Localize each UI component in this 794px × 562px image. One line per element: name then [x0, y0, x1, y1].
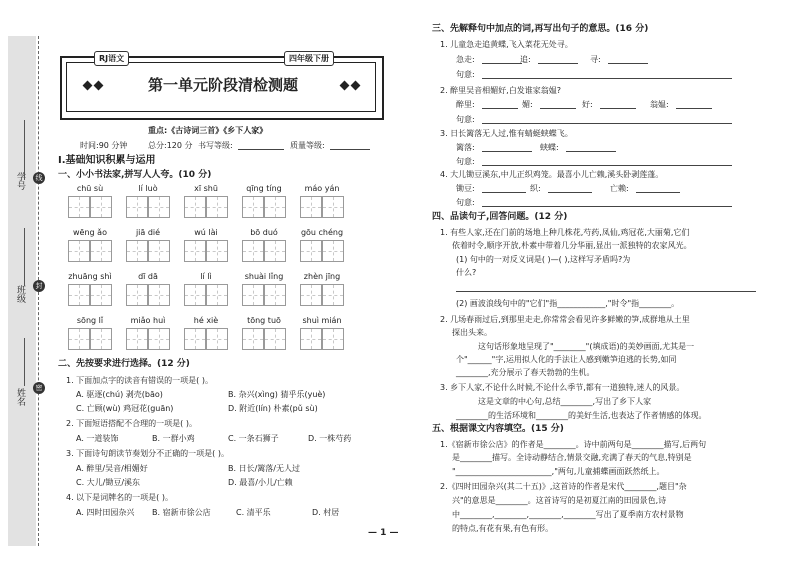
- pinyin-label: jiā dié: [135, 228, 161, 237]
- writing-cell[interactable]: [184, 196, 206, 218]
- fill-line-number: [24, 120, 25, 180]
- writing-cell[interactable]: [184, 328, 206, 350]
- mc-q4-option-a[interactable]: A. 四时田园杂兴: [76, 508, 135, 517]
- writing-cell[interactable]: [90, 240, 112, 262]
- writing-cell[interactable]: [68, 196, 90, 218]
- fill-line-name: [24, 338, 25, 386]
- word-answer-blank[interactable]: [482, 63, 522, 64]
- meaning-label-4: 句意:: [456, 198, 475, 207]
- reading-q1-1: (1) 句中的一对反义词是( )—( ),这样写矛盾吗?为: [456, 255, 631, 264]
- writing-cell[interactable]: [126, 240, 148, 262]
- pinyin-label: lí luò: [138, 184, 158, 193]
- seal-mark-secret: 密: [33, 382, 45, 394]
- mc-q2-option-a[interactable]: A. 一道装饰: [76, 434, 119, 443]
- reading-q1-1-cont: 什么?: [456, 268, 477, 277]
- question-5-heading: 五、根据课文内容填空。(15 分): [432, 424, 564, 434]
- writing-cell[interactable]: [206, 196, 228, 218]
- score-info: 总分:120 分: [148, 141, 193, 150]
- passage-1-line-2: 依着时令,顺序开放,朴素中带着几分华丽,显出一派独特的农家风光。: [452, 241, 692, 250]
- fill-2-line-1: 2.《四时田园杂兴(其二十五)》,这首诗的作者是宋代________,题目"杂: [440, 482, 687, 491]
- word-answer-blank[interactable]: [540, 108, 576, 109]
- grade-tag: 四年级下册: [284, 51, 334, 66]
- pinyin-label: shuài lǐng: [244, 272, 284, 281]
- fill-2-line-4: 的特点,有花有果,有色有形。: [452, 524, 554, 533]
- writing-cell[interactable]: [264, 328, 286, 350]
- mc-q3-option-b[interactable]: B. 日长/篱落/无人过: [228, 464, 300, 473]
- question-4-heading: 四、品读句子,回答问题。(12 分): [432, 212, 568, 222]
- mc-q4-option-d[interactable]: D. 村居: [312, 508, 340, 517]
- answer-blank-1-1[interactable]: [456, 291, 756, 292]
- pinyin-label: xī shū: [194, 184, 218, 193]
- word-answer-blank[interactable]: [482, 192, 526, 193]
- meaning-label-2: 句意:: [456, 115, 475, 124]
- word-answer-blank[interactable]: [482, 108, 518, 109]
- poem-line-4: 4. 大儿锄豆溪东,中儿正织鸡笼。最喜小儿亡赖,溪头卧剥莲蓬。: [440, 170, 664, 179]
- word-answer-blank[interactable]: [538, 63, 578, 64]
- reading-q2-line-2: 个"______"字,运用拟人化的手法让人感到嫩笋迫逃的长势,如同: [456, 355, 677, 364]
- pinyin-label: bō duó: [250, 228, 278, 237]
- mc-q2-option-b[interactable]: B. 一群小鸡: [152, 434, 195, 443]
- quality-grade: 质量等级:: [290, 141, 325, 150]
- word-label: 篱落:: [456, 143, 475, 152]
- writing-grade-blank[interactable]: [238, 149, 284, 150]
- name-label: 姓名: [15, 388, 25, 406]
- pinyin-label: wú lài: [194, 228, 218, 237]
- pinyin-label: dī dā: [138, 272, 158, 281]
- fill-1-line-2: 是________描写。全诗动静结合,情景交融,充满了春天的气息,特别是: [452, 453, 692, 462]
- meaning-blank-4[interactable]: [482, 206, 732, 207]
- writing-cell[interactable]: [300, 240, 322, 262]
- writing-cell[interactable]: [300, 196, 322, 218]
- writing-cell[interactable]: [300, 284, 322, 306]
- edition-tag: RJ语文: [94, 51, 129, 66]
- fill-2-line-3: 中________,________,________,________写出了夏季南方农村景物: [452, 510, 684, 519]
- word-label: 织:: [530, 184, 541, 193]
- pinyin-label: chū sù: [76, 184, 104, 193]
- writing-cell[interactable]: [206, 284, 228, 306]
- word-answer-blank[interactable]: [608, 63, 648, 64]
- writing-cell[interactable]: [264, 284, 286, 306]
- writing-cell[interactable]: [90, 196, 112, 218]
- mc-q3-option-d[interactable]: D. 最喜/小儿/亡赖: [228, 478, 293, 487]
- reading-q2-line-1: 这句话形象地呈现了"________"(填成语)的美妙画面,尤其是一: [478, 342, 695, 351]
- word-label: 蛱蝶:: [540, 143, 559, 152]
- word-answer-blank[interactable]: [482, 151, 532, 152]
- page-number: — 1 —: [368, 528, 399, 538]
- word-label: 急走:: [456, 55, 475, 64]
- word-label: 媚:: [522, 100, 533, 109]
- reading-q3-line-2: ________的生活环境和________的美好生活,也表达了作者情感的体现。: [456, 411, 707, 420]
- fill-1-line-1: 1.《宿新市徐公店》的作者是________。诗中前两句是________描写,后两句: [440, 440, 707, 449]
- writing-cell[interactable]: [206, 240, 228, 262]
- pinyin-label: wēng ǎo: [73, 228, 107, 237]
- word-label: 追:: [520, 55, 531, 64]
- writing-cell[interactable]: [206, 328, 228, 350]
- mc-question-1: 1. 下面加点字的读音有错误的一项是( )。: [66, 376, 213, 385]
- writing-cell[interactable]: [184, 240, 206, 262]
- writing-cell[interactable]: [322, 196, 344, 218]
- meaning-blank-3[interactable]: [482, 165, 732, 166]
- writing-cell[interactable]: [184, 284, 206, 306]
- word-answer-blank[interactable]: [600, 108, 636, 109]
- mc-q1-option-d[interactable]: D. 附近(lín) 朴素(pǔ sù): [228, 404, 318, 413]
- word-label: 好:: [582, 100, 593, 109]
- pinyin-label: lí lì: [200, 272, 212, 281]
- writing-cell[interactable]: [264, 240, 286, 262]
- reading-q2-line-3: ________,充分展示了春天勃勃的生机。: [456, 368, 595, 377]
- writing-cell[interactable]: [300, 328, 322, 350]
- reading-q3-line-1: 这是文章的中心句,总结________,写出了乡下人家: [478, 397, 652, 406]
- mc-question-4: 4. 以下是词牌名的一项是( )。: [66, 493, 173, 502]
- class-label: 班级: [15, 285, 25, 303]
- pinyin-label: zhuāng shì: [68, 272, 112, 281]
- writing-cell[interactable]: [242, 196, 264, 218]
- fill-2-line-2: 兴"的意思是________。这首诗写的是初夏江南的田园景色,诗: [452, 496, 667, 505]
- passage-2-line-1: 2. 几场春雨过后,到那里走走,你常常会看见许多鲜嫩的笋,成群地从土里: [440, 315, 690, 324]
- mc-question-3: 3. 下面诗句朗读节奏划分不正确的一项是( )。: [66, 449, 229, 458]
- writing-cell[interactable]: [148, 240, 170, 262]
- part-one-heading: Ⅰ.基础知识积累与运用: [58, 155, 156, 166]
- writing-cell[interactable]: [68, 240, 90, 262]
- seal-mark-seal: 封: [33, 280, 45, 292]
- word-label: 亡赖:: [610, 184, 629, 193]
- pinyin-label: gōu chéng: [300, 228, 344, 237]
- word-label: 锄豆:: [456, 184, 475, 193]
- pinyin-label: qīng tíng: [246, 184, 282, 193]
- writing-cell[interactable]: [242, 240, 264, 262]
- word-answer-blank[interactable]: [676, 108, 712, 109]
- pinyin-label: máo yán: [304, 184, 340, 193]
- writing-cell[interactable]: [126, 284, 148, 306]
- word-label: 寻:: [590, 55, 601, 64]
- word-label: 醉里:: [456, 100, 475, 109]
- mc-q1-option-a[interactable]: A. 驱逐(chú) 剥壳(bāo): [76, 390, 163, 399]
- writing-cell[interactable]: [148, 328, 170, 350]
- writing-cell[interactable]: [126, 196, 148, 218]
- pinyin-label: hé xiè: [193, 316, 219, 325]
- mc-q3-option-a[interactable]: A. 醉里/吴音/相媚好: [76, 464, 148, 473]
- passage-2-line-2: 探出头来。: [452, 328, 492, 337]
- writing-cell[interactable]: [322, 328, 344, 350]
- word-answer-blank[interactable]: [566, 151, 616, 152]
- fill-1-line-3: "________________________,"两句,儿童捕蝶画面跃然纸上。: [452, 467, 665, 476]
- writing-cell[interactable]: [242, 284, 264, 306]
- word-answer-blank[interactable]: [636, 192, 680, 193]
- writing-cell[interactable]: [68, 328, 90, 350]
- fill-line-class: [24, 228, 25, 286]
- writing-cell[interactable]: [322, 284, 344, 306]
- time-info: 时间:90 分钟: [80, 141, 128, 150]
- meaning-label-1: 句意:: [456, 70, 475, 79]
- writing-cell[interactable]: [148, 284, 170, 306]
- writing-cell[interactable]: [126, 328, 148, 350]
- word-label: 翁媪:: [650, 100, 669, 109]
- passage-3-line-1: 3. 乡下人家,不论什么时候,不论什么季节,都有一道独特,迷人的风景。: [440, 383, 685, 392]
- quality-grade-blank[interactable]: [330, 149, 370, 150]
- question-2-heading: 二、先按要求进行选择。(12 分): [58, 359, 190, 369]
- meaning-blank-2[interactable]: [482, 123, 732, 124]
- mc-q2-option-c[interactable]: C. 一条石狮子: [228, 434, 279, 443]
- student-number-label: 学号: [15, 172, 25, 190]
- meaning-label-3: 句意:: [456, 157, 475, 166]
- writing-cell[interactable]: [242, 328, 264, 350]
- passage-1-line-1: 1. 有些人家,还在门前的场地上种几株花,芍药,凤仙,鸡冠花,大丽菊,它们: [440, 228, 690, 237]
- reading-q1-2: (2) 画波浪线句中的"它们"指____________,"时令"指________。: [456, 299, 680, 308]
- writing-cell[interactable]: [90, 284, 112, 306]
- mc-q1-option-b[interactable]: B. 杂兴(xìng) 猜乎乐(yuè): [228, 390, 326, 399]
- writing-cell[interactable]: [68, 284, 90, 306]
- writing-cell[interactable]: [264, 196, 286, 218]
- pinyin-label: miǎo huì: [130, 316, 166, 325]
- seal-mark-line: 线: [33, 172, 45, 184]
- pinyin-label: sōng lǐ: [76, 316, 104, 325]
- exam-title: 第一单元阶段清检测题: [112, 72, 334, 98]
- question-3-heading: 三、先解释句中加点的词,再写出句子的意思。(16 分): [432, 24, 649, 34]
- mc-q4-option-c[interactable]: C. 清平乐: [236, 508, 271, 517]
- poem-line-2: 2. 醉里吴音相媚好,白发谁家翁媪?: [440, 86, 561, 95]
- mc-q3-option-c[interactable]: C. 大儿/锄豆/溪东: [76, 478, 141, 487]
- poem-line-1: 1. 儿童急走追黄蝶,飞入菜花无处寻。: [440, 40, 573, 49]
- writing-cell[interactable]: [90, 328, 112, 350]
- pinyin-label: zhèn jīng: [303, 272, 341, 281]
- mc-q1-option-c[interactable]: C. 亡顾(wù) 鸡冠花(guān): [76, 404, 174, 413]
- pinyin-label: tōng tuō: [247, 316, 281, 325]
- mc-question-2: 2. 下面短语搭配不合理的一项是( )。: [66, 419, 197, 428]
- word-answer-blank[interactable]: [548, 192, 592, 193]
- focus-line: 重点:《古诗词三首》《乡下人家》: [148, 126, 268, 135]
- writing-grade: 书写等级:: [198, 141, 233, 150]
- mc-q4-option-b[interactable]: B. 宿新市徐公店: [152, 508, 211, 517]
- pinyin-label: shuì mián: [302, 316, 342, 325]
- writing-cell[interactable]: [322, 240, 344, 262]
- writing-cell[interactable]: [148, 196, 170, 218]
- meaning-blank-1[interactable]: [482, 78, 732, 79]
- mc-q2-option-d[interactable]: D. 一株芍药: [308, 434, 352, 443]
- question-1-heading: 一、小小书法家,拼写人人夸。(10 分): [58, 170, 212, 180]
- poem-line-3: 3. 日长篱落无人过,惟有蜻蜓蛱蝶飞。: [440, 129, 573, 138]
